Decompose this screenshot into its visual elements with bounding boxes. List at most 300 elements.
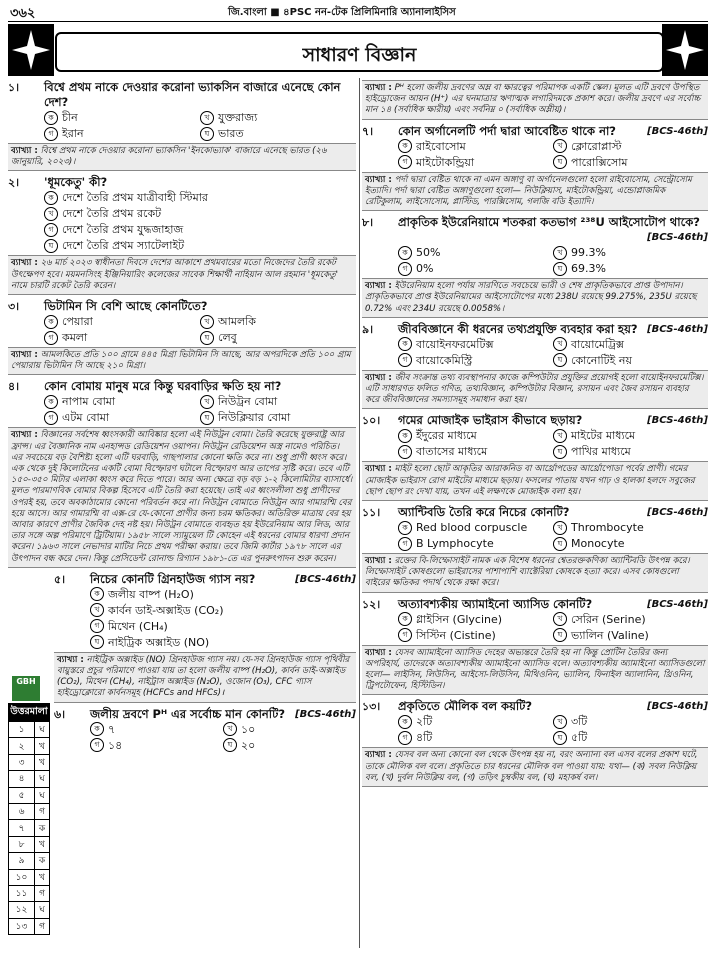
exam-tag: [BCS-46th]: [295, 708, 356, 720]
question-text: [398, 505, 708, 520]
header-rule: [8, 21, 708, 22]
option-text: সিস্টিন (Cistine): [416, 628, 496, 642]
option-text: Monocyte: [571, 537, 625, 551]
question-number: ৩।: [8, 300, 20, 314]
exam-tag: [BCS-46th]: [647, 507, 708, 519]
option: [44, 330, 200, 345]
option-text: ইরান: [62, 127, 84, 140]
option-text: চীন: [62, 111, 78, 124]
option: [200, 126, 356, 141]
explanation: [8, 427, 356, 567]
options: [362, 337, 708, 368]
option-text: লেবু: [218, 331, 237, 345]
question-text: [44, 299, 356, 314]
question-header: [362, 122, 708, 139]
explanation-label: ব্যাখ্যা :: [365, 174, 392, 185]
option: [44, 238, 356, 253]
option-text: নাপাম বোমা: [62, 395, 116, 409]
option: [398, 261, 553, 276]
explanation: [8, 255, 356, 295]
option-letter: ক: [44, 315, 58, 329]
explanation: [362, 747, 708, 787]
question-number: ২।: [8, 176, 20, 190]
option-text: গ্লাইসিন (Glycine): [416, 612, 503, 626]
question-label: অত্যাবশ্যকীয় অ্যামাইনো অ্যাসিড কোনটি?: [398, 596, 593, 611]
question-header: [362, 213, 708, 245]
question-number: ১২।: [362, 597, 381, 611]
option: [44, 110, 200, 125]
option: [398, 444, 553, 459]
option-text: মাইটের মাধ্যমে: [571, 429, 636, 443]
option-text: Thrombocyte: [571, 521, 644, 535]
option: [44, 314, 200, 329]
option: [553, 245, 708, 260]
explanation-label: ব্যাখ্যা :: [57, 654, 84, 665]
answer-letter: গ: [35, 918, 50, 934]
option: [398, 520, 553, 535]
option-letter: ঘ: [553, 262, 567, 276]
option-text: মাইটোকন্ড্রিয়া: [416, 155, 475, 169]
option: [553, 139, 708, 154]
answer-letter: ক: [35, 853, 50, 869]
explanation-text: ২৬ মার্চ ২০২৩ স্বাধীনতা দিবসে দেশের আকাশে প্রথমবারের মতো নিজেদের তৈরি রকেট উৎক্ষেপণ হবে। ময়মনসিংহ ইঞ্জিনিয়ারিং কলেজের সাবেক শিক্ষার্থী নাহিয়ান আল রহমান 'ধূমকেতু' নামে চারটি রকেট তৈরি করেন।: [11, 258, 338, 291]
answer-row: [9, 836, 50, 852]
exam-tag: [BCS-46th]: [295, 573, 356, 585]
question-label: নিচের কোনটি গ্রিনহাউজ গ্যাস নয়?: [90, 571, 256, 586]
answer-row: [9, 722, 50, 738]
option: [553, 353, 708, 368]
answer-key-title: উত্তরমালা: [8, 703, 50, 721]
option-letter: খ: [223, 722, 237, 736]
option-text: 99.3%: [571, 246, 606, 260]
option-letter: ক: [398, 139, 412, 153]
question-header: [54, 705, 356, 722]
option-text: বায়োকেমিস্ট্রি: [416, 353, 473, 367]
option-text: পেয়ারা: [62, 315, 93, 329]
option-letter: ঘ: [553, 353, 567, 367]
answer-letter: ঘ: [35, 771, 50, 787]
option-letter: গ: [398, 262, 412, 276]
question-number: ১৩।: [362, 700, 381, 714]
option-letter: ঘ: [200, 127, 214, 141]
star-icon: [8, 24, 54, 76]
explanation-text: ইউরেনিয়াম হলো পর্যায় সারণিতে সবচেয়ে ভারী ও শেষ প্রাকৃতিকভাবে প্রাপ্ত উপাদান। প্রাকৃতিকভাবে প্রাপ্ত ইউরেনিয়ামের আইসোটোপের মধ্যে 238U রয়েছে 99.275%, 235U রয়েছে 0.72% এবং 234U রয়েছে 0.0058%।: [365, 281, 697, 314]
options: [362, 245, 708, 276]
question-header: [54, 570, 356, 587]
question-number: ৪।: [8, 380, 20, 394]
option: [200, 394, 356, 409]
answer-number: ১৩: [9, 918, 35, 934]
option-letter: গ: [44, 411, 58, 425]
question-header: [8, 297, 356, 314]
question: [362, 595, 708, 696]
question-label: জীববিজ্ঞানে কী ধরনের তথ্যপ্রযুক্তি ব্যবহার করা হয়?: [398, 321, 638, 336]
option-text: ১০: [241, 722, 256, 736]
option-text: দেশে তৈরি প্রথম রকেট: [62, 207, 162, 221]
option-letter: খ: [44, 207, 58, 221]
option-text: এটম বোমা: [62, 411, 110, 425]
option: [553, 444, 708, 459]
answer-number: ১১: [9, 885, 35, 901]
question-number: ৭।: [362, 124, 374, 138]
answer-number: ৫: [9, 787, 35, 803]
options: [362, 714, 708, 745]
question: [54, 705, 356, 753]
page-number: ৩৬২: [10, 6, 36, 21]
option: [90, 619, 356, 634]
options: [362, 520, 708, 551]
option-letter: ক: [398, 246, 412, 260]
explanation: [362, 80, 708, 120]
question-header: [8, 173, 356, 190]
option: [398, 730, 553, 745]
option: [553, 155, 708, 170]
question-label: অ্যান্টিবডি তৈরি করে নিচের কোনটি?: [398, 505, 570, 520]
option: [553, 337, 708, 352]
question-number: ১০।: [362, 414, 381, 428]
option-text: পারোক্সিসোম: [571, 155, 628, 169]
option: [44, 394, 200, 409]
explanation-label: ব্যাখ্যা :: [365, 83, 392, 93]
option-letter: ঘ: [553, 731, 567, 745]
question-text: [398, 124, 708, 139]
option: [200, 110, 356, 125]
option-text: দেশে তৈরি প্রথম যাত্রীবাহী স্টিমার: [62, 191, 208, 205]
answer-letter: খ: [35, 738, 50, 754]
answer-number: ৭: [9, 820, 35, 836]
answer-number: ১২: [9, 902, 35, 918]
explanation: [362, 645, 708, 696]
option-letter: খ: [553, 612, 567, 626]
answer-key-table: [8, 721, 50, 935]
option-letter: ক: [398, 715, 412, 729]
option-letter: ঘ: [553, 537, 567, 551]
explanation: [54, 652, 356, 703]
option-letter: খ: [553, 429, 567, 443]
question-header: [362, 411, 708, 428]
answer-number: ৯: [9, 853, 35, 869]
option-text: Red blood corpuscle: [416, 521, 528, 535]
question-text: [398, 215, 708, 245]
option: [398, 337, 553, 352]
answer-letter: খ: [35, 836, 50, 852]
options: [8, 110, 356, 141]
answer-row: [9, 738, 50, 754]
answer-row: [9, 869, 50, 885]
option-letter: ক: [398, 429, 412, 443]
exam-tag: [BCS-46th]: [647, 125, 708, 137]
option-letter: ঘ: [200, 411, 214, 425]
question-number: ৫।: [54, 572, 66, 586]
question: [362, 697, 708, 787]
option-text: ৫টি: [571, 731, 588, 745]
option-letter: খ: [553, 139, 567, 153]
question-label: প্রকৃতিতে মৌলিক বল কয়টি?: [398, 699, 533, 714]
question: [362, 503, 708, 593]
option-text: সেরিন (Serine): [571, 612, 646, 626]
explanation-text: মাইট হলো ছোট আকৃতির আরাকনিড বা আর্থ্রোপডের আর্থ্রোপোডা পর্বের প্রাণী। গমের মোজাইক ভাইরাস রোগ মাইটের মাধ্যমে ছড়ায়। ফসলের পাতায় যখন গাঢ় ও হালকা হলদে সবুজের ছোপ ছোপ রং দেখা যায়, তখন এই লক্ষণকে মোজাইক বলা হয়।: [365, 464, 695, 497]
explanation-label: ব্যাখ্যা :: [11, 146, 38, 156]
answer-number: ১০: [9, 869, 35, 885]
option-letter: ক: [90, 722, 104, 736]
question-label: গমের মোজাইক ভাইরাস কীভাবে ছড়ায়?: [398, 413, 583, 428]
option-letter: গ: [398, 353, 412, 367]
answer-row: [9, 853, 50, 869]
page-header: [8, 0, 708, 22]
option: [398, 628, 553, 643]
question-header: [8, 377, 356, 394]
option: [223, 722, 356, 737]
explanation: [362, 553, 708, 593]
question: [8, 297, 356, 375]
question-label: 'ধূমকেতু' কী?: [44, 175, 108, 190]
question: [8, 78, 356, 171]
option: [398, 714, 553, 729]
option: [200, 314, 356, 329]
question: [362, 320, 708, 410]
left-column: [8, 78, 356, 753]
explanation: [362, 278, 708, 318]
exam-tag: [BCS-46th]: [647, 598, 708, 610]
option-text: বায়োইনফরমেটিক্স: [416, 337, 494, 351]
option-text: ৩টি: [571, 715, 588, 729]
option-letter: গ: [398, 445, 412, 459]
option-text: কোনোটিই নয়: [571, 353, 632, 367]
option-text: 0%: [416, 262, 434, 276]
option: [398, 353, 553, 368]
option: [90, 722, 223, 737]
option-letter: ক: [398, 521, 412, 535]
answer-row: [9, 787, 50, 803]
option: [553, 730, 708, 745]
option-letter: গ: [44, 223, 58, 237]
option-letter: ক: [44, 111, 58, 125]
option-letter: ক: [44, 395, 58, 409]
question-text: [44, 175, 356, 190]
option-text: ক্লোরোপ্লাস্ট: [571, 139, 622, 153]
option: [398, 536, 553, 551]
explanation-label: ব্যাখ্যা :: [365, 372, 392, 383]
explanation-text: নাইট্রিক অক্সাইড (NO) গ্রিনহাউজ গ্যাস নয়। যে-সব গ্রিনহাউজ গ্যাস পৃথিবীর বায়ুস্তরে প্রচুর পরিমাণে পাওয়া যায় তা হলো জলীয় বাষ্প (H₂O), কার্বন ডাই-অক্সাইড (CO₂), মিথেন (CH₄), নাইট্রাস অক্সাইড (N₂O), ওজোন (O₃), CFC গ্যাস হাইড্রোক্লোরো কার্বনসমূহ (HCFCs and HFCs)।: [57, 654, 350, 699]
star-icon: [662, 24, 708, 76]
option-text: বায়োমেট্রিক্স: [571, 337, 624, 351]
explanation-text: বিজ্ঞানের সর্বশেষ ধ্বংসকারী আবিষ্কার হলো এই নিউট্রন বোমা। তৈরি করেছে যুক্তরাষ্ট্র আর ফ্রান্স। এর বৈজ্ঞানিক নাম এনহান্সড রেডিয়েশন ওয়াপন। নিউট্রন রেডিয়েশন অস্ত্র নামেও পরিচিত। এর সবচেয়ে বড় বৈশিষ্ট্য হলো এটি ঘরবাড়ি, গাছপালার কোনো ক্ষতি করে না। শুধু প্রাণী ধ্বংস করে। এক থেকে দুই কিলোটনের একটি বোমা বিস্ফোরণ ঘটালে বিস্ফোরণ আর তাপের সৃষ্টি করে। তবে এটি ১৫০-৩৫০ মিটার এলাকা ধ্বংস করে দিতে পারে। আর অন্য ক্ষেত্রে বড় বড় ১-২ কিলোমিটার ব্যাসার্ধে। মূলত পারমাণবিক বোমার বিকল্প হিসেবে এটি তৈরি করা হয়েছে। তাই এর ধ্বংসলীলা শুধু প্রাণীদের ওপরই হয়, তবে অবকাঠামোর কোনো পরিবর্তন করে না। নিউট্রন বোমাতে নিউট্রন আর গামারশ্মি বের হয়ে আসে। আর গামারশ্মি বা এক্স-রে যে-কোনো প্রাণীর জন্য চরম ক্ষতিকর। অতিরিক্ত মাত্রায় বের হয় আবার কারণে প্রাণীর জৈবিক দেহ নষ্ট হয়। নিউট্রন বোমাতে ব্যবহৃত হয় ইউরেনিয়াম আর লিড, আর তার সঙ্গে অল্প পরিমাণে ট্রিটিয়াম। ১৯৫৮ সালে স্যামুয়েল টি কোহেন এই ধরনের বোমার ধারণা প্রদান করেন। ১৯৬৩ সালে নেভাদার মাটির নিচে প্রথম পরীক্ষা করায়। তবে জিমি কার্টার ১৯৭৮ সালে এর উৎপাদন বন্ধ করে দেন। কিন্তু প্রেসিডেন্ট রোনাল্ড রিগ্যান ১৯৮১-তে এর পুনরুৎপাদন শুরু করেন।: [11, 430, 353, 564]
option: [553, 628, 708, 643]
question-text: [44, 80, 356, 110]
question-header: [8, 78, 356, 110]
answer-letter: ঘ: [35, 787, 50, 803]
option-text: নাইট্রিক অক্সাইড (NO): [108, 635, 210, 649]
explanation-text: যেসব বল অন্য কোনো বল থেকে উৎপন্ন হয় না, বরং অন্যান্য বল এসব বলের প্রকাশ ঘটে, তাকে মৌলিক বল বলে। প্রকৃতিতে চার ধরনের মৌলিক বল পাওয়া যায়: যথা— (ক) সবল নিউক্লিয় বল, (খ) দুর্বল নিউক্লিয় বল, (গ) তড়িৎ চুম্বকীয় বল, (ঘ) মহাকর্ষ বল।: [365, 750, 698, 783]
option-letter: খ: [200, 315, 214, 329]
option-letter: ঘ: [553, 628, 567, 642]
question: [8, 377, 356, 567]
answer-number: ১: [9, 722, 35, 738]
option: [398, 139, 553, 154]
option-letter: খ: [200, 111, 214, 125]
option-letter: ক: [90, 587, 104, 601]
question-number: ৮।: [362, 216, 374, 230]
question-label: বিশ্বে প্রথম নাকে দেওয়ার করোনা ভ্যাকসিন বাজারে এনেছে কোন দেশ?: [44, 80, 341, 109]
options: [54, 587, 356, 650]
option-letter: গ: [44, 127, 58, 141]
option-text: 50%: [416, 246, 441, 260]
explanation: [362, 172, 708, 212]
answer-row: [9, 820, 50, 836]
option: [398, 612, 553, 627]
option-letter: খ: [553, 246, 567, 260]
options: [54, 722, 356, 753]
option-text: 69.3%: [571, 262, 606, 276]
explanation-label: ব্যাখ্যা :: [11, 430, 38, 441]
question-label: কোন বোমায় মানুষ মরে কিন্তু ঘরবাড়ির ক্ষতি হয় না?: [44, 379, 282, 394]
section-title: সাধারণ বিজ্ঞান: [302, 44, 417, 66]
option: [398, 155, 553, 170]
explanation: [8, 143, 356, 171]
option-text: কমলা: [62, 331, 88, 345]
explanation-label: ব্যাখ্যা :: [11, 258, 38, 269]
option: [553, 536, 708, 551]
answer-letter: ক: [35, 820, 50, 836]
option-letter: গ: [398, 731, 412, 745]
options: [362, 428, 708, 459]
answer-row: [9, 803, 50, 819]
option: [553, 612, 708, 627]
option-letter: ঘ: [553, 445, 567, 459]
publisher-logo: GBH: [12, 676, 40, 701]
question-number: ১।: [8, 81, 20, 94]
explanation: [362, 370, 708, 410]
explanation-label: ব্যাখ্যা :: [11, 350, 38, 361]
option-text: ৪টি: [416, 731, 433, 745]
right-column: [362, 78, 708, 789]
option-letter: খ: [90, 603, 104, 617]
option-text: ২টি: [416, 715, 433, 729]
option-text: ২০: [241, 738, 256, 752]
option-text: দেশে তৈরি প্রথম যুদ্ধজাহাজ: [62, 223, 184, 237]
option: [223, 738, 356, 753]
option-letter: গ: [398, 155, 412, 169]
option-letter: গ: [398, 628, 412, 642]
question-header: [362, 503, 708, 520]
option-letter: ঘ: [223, 738, 237, 752]
explanation-label: ব্যাখ্যা :: [365, 464, 392, 475]
option-letter: খ: [553, 715, 567, 729]
option: [398, 428, 553, 443]
option-text: পাখির মাধ্যমে: [571, 445, 631, 459]
question-label: ভিটামিন সি বেশি আছে কোনটিতে?: [44, 299, 208, 314]
option: [44, 222, 356, 237]
answer-key: [8, 703, 50, 935]
explanation-label: ব্যাখ্যা :: [365, 750, 392, 761]
exam-tag: [BCS-46th]: [647, 323, 708, 335]
exam-tag: [BCS-46th]: [647, 415, 708, 427]
question-text: [398, 597, 708, 612]
explanation-text: রক্তের বি-লিম্ফোসাইট নামক এক বিশেষ ধরনের শ্বেতরক্তকণিকা অ্যান্টিবডি উৎপন্ন করে। লিম্ফোসাইট কোষগুলো ভাইরাসের পাশাপাশি ব্যাক্টেরিয়া কোষকে হত্যা করে। এসব কোষগুলো বাইরের ক্ষতিকর পদার্থ থেকে রক্ষা করে।: [365, 556, 690, 589]
banner-title-box: [55, 32, 664, 72]
answer-letter: ঘ: [35, 902, 50, 918]
question-text: [398, 413, 708, 428]
question-text: [398, 699, 708, 714]
explanation-text: আমলকিতে প্রতি ১০০ গ্রামে ৪৪৫ মিগ্রা ভিটামিন সি আছে, আর অপরদিকে প্রতি ১০০ গ্রাম পেয়ারায় ভিটামিন সি আছে ২১০ মিগ্রা।: [11, 350, 351, 372]
question-number: ৬।: [54, 707, 66, 721]
explanation: [8, 347, 356, 375]
option-letter: গ: [398, 537, 412, 551]
explanation-label: ব্যাখ্যা :: [365, 556, 392, 567]
question-header: [362, 320, 708, 337]
question-label: জলীয় দ্রবণে Pᴴ এর সর্বোচ্চ মান কোনটি?: [90, 706, 286, 721]
question: [362, 122, 708, 212]
explanation-text: পর্দা দ্বারা বেষ্টিত থাকে না এমন অঙ্গাণু বা অর্গানেলগুলো হলো রাইবোসোম, সেন্ট্রোসোম ইত্যাদি। পর্দা দ্বারা বেষ্টিত অঙ্গাণুগুলো হলো— নিউক্লিয়াস, মাইটোকন্ড্রিয়া, এন্ডোপ্লাজমিক রেটিকুলাম, লাইসোসোম, প্লাস্টিড, পারক্সিসোম, গলজি বডি ইত্যাদি।: [365, 174, 692, 208]
option: [553, 714, 708, 729]
option-text: ১৪: [108, 738, 123, 752]
column-divider: [359, 78, 360, 948]
option-text: রাইবোসোম: [416, 139, 466, 153]
running-title: জি.বাংলা ■ ৪PSC নন-টেক প্রিলিমিনারি অ্যানালাইসিস: [228, 7, 456, 18]
option-letter: খ: [200, 395, 214, 409]
option-text: যুক্তরাজ্য: [218, 111, 258, 124]
question-number: ৯।: [362, 322, 374, 336]
option-letter: খ: [553, 337, 567, 351]
question-label: কোন অর্গানেলটি পর্দা দ্বারা আবেষ্টিত থাকে না?: [398, 123, 616, 138]
option-text: মিথেন (CH₄): [108, 619, 168, 633]
option: [44, 126, 200, 141]
explanation-text: যেসব অ্যামাইনো অ্যাসিড দেহের অভ্যন্তরে তৈরি হয় না কিন্তু প্রোটিন তৈরির জন্য অপরিহার্য, তাদেরকে অত্যাবশ্যকীয় অ্যামাইনো অ্যাসিড বলে। অত্যাবশ্যকীয় অ্যামাইনো অ্যাসিডগুলো হলো— লাইসিন, লিউসিন, আইসো-লিউসিন, মিথিওনিন, ভ্যালিন, ফিনাইল অ্যালানিন, থ্রিওনিন, ট্রিপটোফেন, হিস্টিডিন।: [365, 647, 705, 692]
option-letter: খ: [553, 521, 567, 535]
option: [90, 603, 356, 618]
explanation-label: ব্যাখ্যা :: [365, 281, 392, 292]
question-header: [362, 595, 708, 612]
answer-letter: ঘ: [35, 722, 50, 738]
option-text: দেশে তৈরি প্রথম স্যাটেলাইট: [62, 239, 185, 253]
answer-letter: খ: [35, 869, 50, 885]
answer-row: [9, 902, 50, 918]
option-letter: ঘ: [200, 331, 214, 345]
option-text: ভ্যালিন (Valine): [571, 628, 649, 642]
option: [90, 635, 356, 650]
option-text: কার্বন ডাই-অক্সাইড (CO₂): [108, 603, 224, 617]
option-letter: গ: [44, 331, 58, 345]
option: [200, 330, 356, 345]
explanation-text: Pᴴ হলো জলীয় দ্রবণের অম্ল বা ক্ষারত্বের পরিমাপক একটি স্কেল। মূলত এটি দ্রবণে উপস্থিত হাইড্রোজেন আয়ন (H⁺) এর ঘনমাত্রার ঋণাত্মক লগারিদমকে প্রকাশ করে। জলীয় দ্রবণে এর সর্বোচ্চ মান ১৪ (সর্বাধিক ক্ষারীয়) এবং সর্বনিম্ন ০ (সর্বাধিক অম্লীয়)।: [365, 83, 701, 116]
question-text: [90, 572, 356, 587]
exam-tag: [BCS-46th]: [647, 701, 708, 713]
options: [362, 139, 708, 170]
option-letter: ঘ: [44, 239, 58, 253]
explanation: [362, 461, 708, 501]
option-letter: ঘ: [90, 635, 104, 649]
option-letter: গ: [90, 619, 104, 633]
option: [44, 190, 356, 205]
answer-letter: গ: [35, 803, 50, 819]
option: [90, 587, 356, 602]
answer-row: [9, 885, 50, 901]
answer-number: ৪: [9, 771, 35, 787]
option-text: বাতাসের মাধ্যমে: [416, 445, 488, 459]
answer-letter: গ: [35, 885, 50, 901]
option-text: ইঁদুরের মাধ্যমে: [416, 429, 477, 443]
options: [8, 394, 356, 425]
option: [553, 261, 708, 276]
option: [553, 520, 708, 535]
option-letter: গ: [90, 738, 104, 752]
question: [362, 213, 708, 318]
option-text: ভারত: [218, 127, 244, 140]
answer-number: ২: [9, 738, 35, 754]
question: [362, 411, 708, 501]
option: [44, 410, 200, 425]
option-letter: ক: [398, 612, 412, 626]
